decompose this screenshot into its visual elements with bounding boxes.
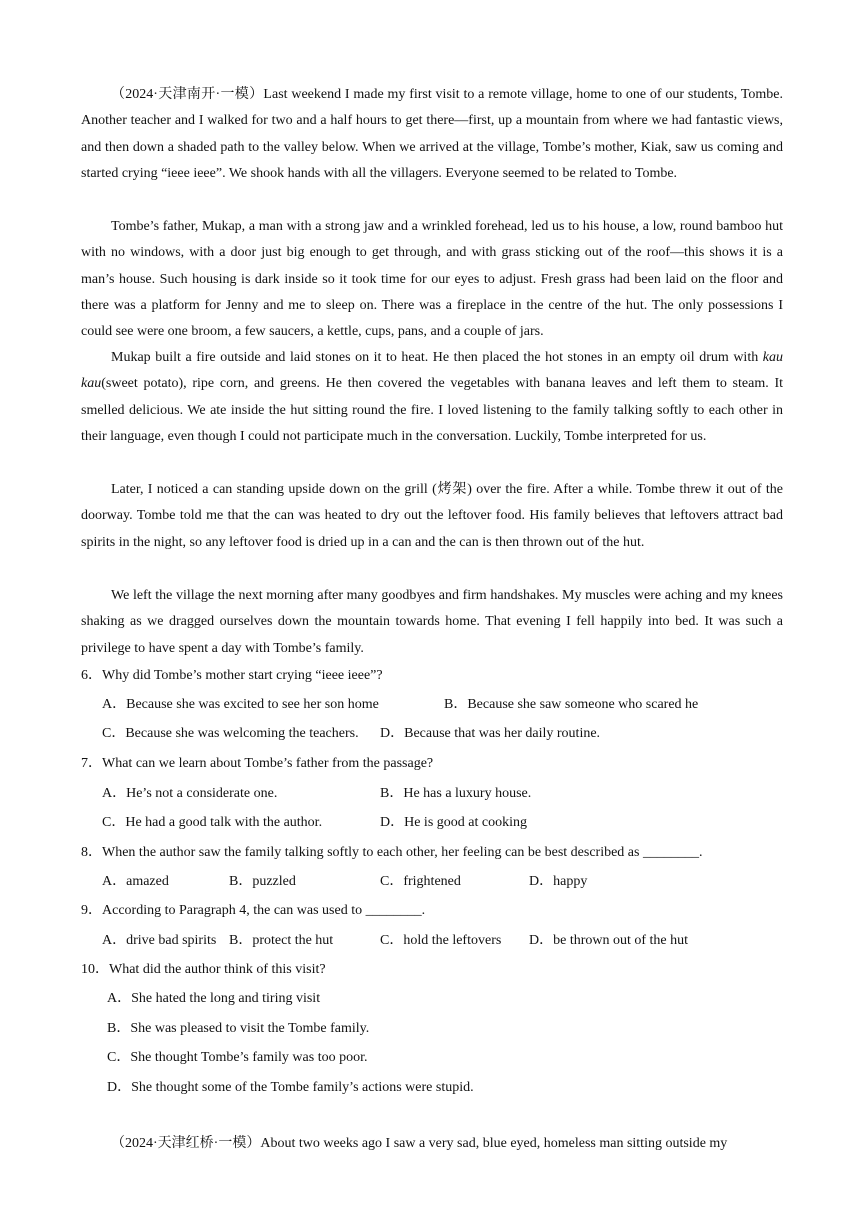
question-6-stem: 6．Why did Tombe’s mother start crying “ieee ieee”? xyxy=(81,668,383,683)
question-6-option-c: C．Because she was welcoming the teachers. xyxy=(102,726,359,741)
question-7-option-a: A．He’s not a considerate one. xyxy=(102,786,278,801)
question-8-option-a: A．amazed xyxy=(102,874,169,889)
question-10-option-b: B．She was pleased to visit the Tombe family. xyxy=(107,1021,370,1036)
question-8-stem: 8．When the author saw the family talking softly to each other, her feeling can be best described as ________. xyxy=(81,845,703,860)
question-10-option-d: D．She thought some of the Tombe family’s actions were stupid. xyxy=(107,1080,474,1095)
question-7-stem: 7．What can we learn about Tombe’s father from the passage? xyxy=(81,756,434,771)
question-9-option-a: A．drive bad spirits xyxy=(102,933,217,948)
question-10-option-c: C．She thought Tombe’s family was too poor. xyxy=(107,1050,368,1065)
question-7-option-b: B．He has a luxury house. xyxy=(380,786,532,801)
passage1-paragraph-4: Later, I noticed a can standing upside down on the grill (烤架) over the fire. After a while. Tombe threw it out of the doorway. Tombe told me that the can was heated to dry out the leftover food. His family believes that leftovers attract bad spirits in the night, so any leftover food is dried up in a can and the can is then thrown out of the hut. xyxy=(81,482,783,550)
question-7-option-c: C．He had a good talk with the author. xyxy=(102,815,323,830)
passage2-source: （2024·天津红桥·一模） xyxy=(111,1136,261,1151)
question-9-stem: 9．According to Paragraph 4, the can was used to ________. xyxy=(81,903,426,918)
question-7-option-d: D．He is good at cooking xyxy=(380,815,527,830)
passage2-first-line: （2024·天津红桥·一模）About two weeks ago I saw a very sad, blue eyed, homeless man sitting outside my xyxy=(111,1136,728,1151)
passage1-paragraph-5: We left the village the next morning after many goodbyes and firm handshakes. My muscles were aching and my knees shaking as we dragged ourselves down the mountain towards home. That evening I fell happily into bed. It was such a privilege to have spent a day with Tombe’s family. xyxy=(81,588,783,656)
question-8-option-d: D．happy xyxy=(529,874,588,889)
passage1-paragraph-2: Tombe’s father, Mukap, a man with a strong jaw and a wrinkled forehead, led us to his house, a low, round bamboo hut with no windows, with a door just big enough to get through, and with grass sticking out of the roof—this shows it is a man’s house. Such housing is dark inside so it took time for our eyes to adjust. Fresh grass had been laid on the floor and there was a platform for Jenny and me to sleep on. There was a fireplace in the centre of the hut. The only possessions I could see were one broom, a few saucers, a kettle, cups, pans, and a couple of jars. xyxy=(81,219,783,340)
question-10-option-a: A．She hated the long and tiring visit xyxy=(107,991,321,1006)
passage1-source: （2024·天津南开·一模） xyxy=(111,87,264,102)
question-9-option-c: C．hold the leftovers xyxy=(380,933,502,948)
question-6-option-a: A．Because she was excited to see her son home xyxy=(102,697,379,712)
question-9-option-b: B．protect the hut xyxy=(229,933,334,948)
passage1-paragraph-3: Mukap built a fire outside and laid stones on it to heat. He then placed the hot stones in an empty oil drum with kau kau(sweet potato), ripe corn, and greens. He then covered the vegetables with banana leaves and left them to steam. It smelled delicious. We ate inside the hut sitting round the fire. I loved listening to the family talking softly to each other in their language, even though I could not participate much in the conversation. Luckily, Tombe interpreted for us. xyxy=(81,350,783,444)
question-10-stem: 10．What did the author think of this visit? xyxy=(81,962,326,977)
question-6-option-d: D．Because that was her daily routine. xyxy=(380,726,601,741)
passage1-paragraph-1: （2024·天津南开·一模）Last weekend I made my first visit to a remote village, home to one of our students, Tombe. Another teacher and I walked for two and a half hours to get there—first, up a mountain from where we had fantastic views, and then down a shaded path to the valley below. When we arrived at the village, Tombe’s mother, Kiak, saw us coming and started crying “ieee ieee”. We shook hands with all the villagers. Everyone seemed to be related to Tombe. xyxy=(81,87,783,181)
question-8-option-b: B．puzzled xyxy=(229,874,296,889)
question-6-option-b: B．Because she saw someone who scared he xyxy=(444,697,699,712)
question-8-option-c: C．frightened xyxy=(380,874,461,889)
question-9-option-d: D．be thrown out of the hut xyxy=(529,933,689,948)
